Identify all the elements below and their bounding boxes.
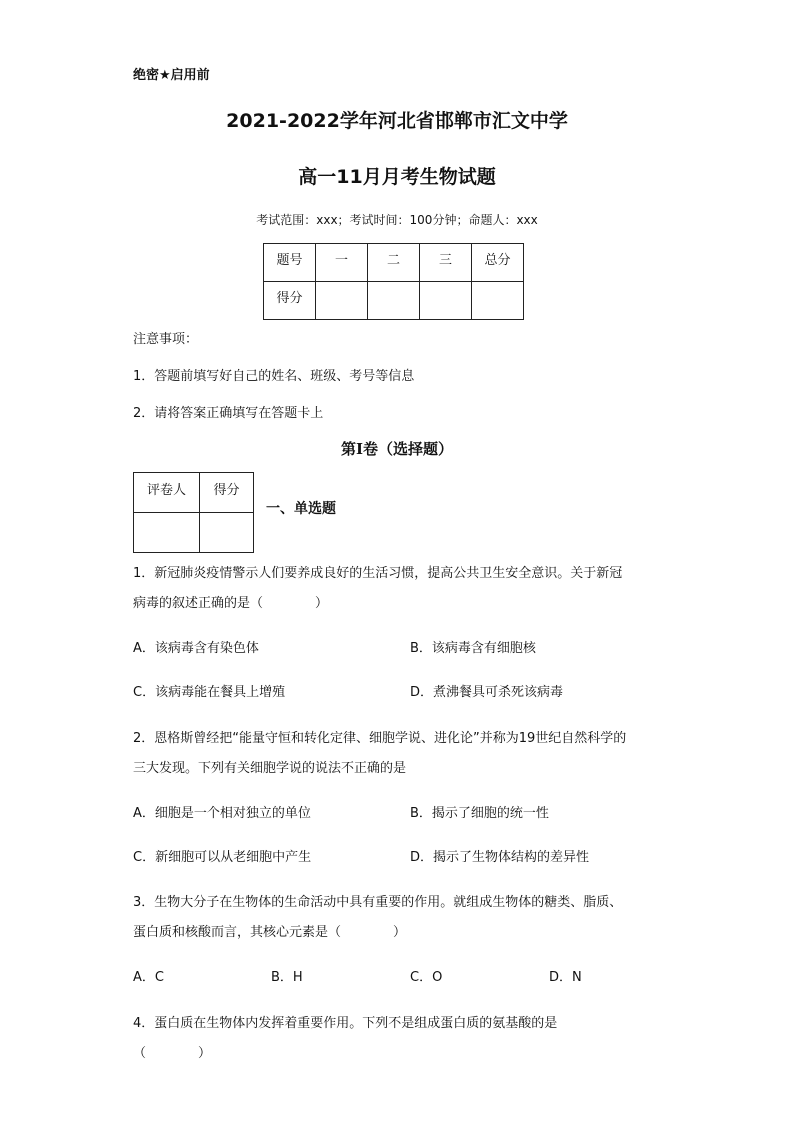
- score-cell[interactable]: [472, 282, 524, 320]
- question-text: （ ）: [133, 1046, 212, 1061]
- option-c[interactable]: C．新细胞可以从老细胞中产生: [133, 850, 312, 865]
- option-c[interactable]: C．O: [410, 970, 443, 985]
- option-c[interactable]: C．该病毒能在餐具上增殖: [133, 685, 286, 700]
- option-d[interactable]: D．煮沸餐具可杀死该病毒: [410, 685, 564, 700]
- score-header-cell: 一: [316, 244, 368, 282]
- question-text: 2．恩格斯曾经把“能量守恒和转化定律、细胞学说、进化论”并称为19世纪自然科学的: [133, 731, 627, 746]
- score-header-cell: 三: [420, 244, 472, 282]
- score-table: [263, 243, 524, 320]
- option-d[interactable]: D．揭示了生物体结构的差异性: [410, 850, 590, 865]
- score-row-label: 得分: [264, 282, 316, 320]
- option-a[interactable]: A．C: [133, 970, 164, 985]
- note-item: 2．请将答案正确填写在答题卡上: [133, 406, 324, 421]
- score-cell[interactable]: [316, 282, 368, 320]
- exam-info: 考试范围：xxx；考试时间：100分钟；命题人：xxx: [256, 213, 538, 227]
- score-header-cell: 总分: [472, 244, 524, 282]
- option-b[interactable]: B．揭示了细胞的统一性: [410, 806, 549, 821]
- option-a[interactable]: A．细胞是一个相对独立的单位: [133, 806, 311, 821]
- option-b[interactable]: B．该病毒含有细胞核: [410, 641, 536, 656]
- part-title: 一、单选题: [266, 501, 336, 517]
- score-cell[interactable]: [368, 282, 420, 320]
- question-text: 1．新冠肺炎疫情警示人们要养成良好的生活习惯，提高公共卫生安全意识。关于新冠: [133, 566, 623, 581]
- question-text: 4．蛋白质在生物体内发挥着重要作用。下列不是组成蛋白质的氨基酸的是: [133, 1016, 558, 1031]
- question-text: 病毒的叙述正确的是（ ）: [133, 596, 329, 611]
- grader-cell[interactable]: [200, 513, 254, 553]
- option-b[interactable]: B．H: [271, 970, 303, 985]
- grader-header-cell: 评卷人: [134, 473, 200, 513]
- section-title: 第I卷（选择题）: [340, 440, 454, 458]
- grader-cell[interactable]: [134, 513, 200, 553]
- notes-title: 注意事项：: [133, 332, 199, 347]
- exam-title-line2: 高一11月月考生物试题: [298, 166, 496, 188]
- grader-table: [133, 472, 254, 553]
- question-text: 蛋白质和核酸而言，其核心元素是（ ）: [133, 925, 407, 940]
- grader-header-cell: 得分: [200, 473, 254, 513]
- option-a[interactable]: A．该病毒含有染色体: [133, 641, 259, 656]
- question-text: 3．生物大分子在生物体的生命活动中具有重要的作用。就组成生物体的糖类、脂质、: [133, 895, 623, 910]
- confidential-label: 绝密★启用前: [133, 68, 210, 83]
- score-header-cell: 题号: [264, 244, 316, 282]
- score-header-cell: 二: [368, 244, 420, 282]
- question-text: 三大发现。下列有关细胞学说的说法不正确的是: [133, 761, 407, 776]
- option-d[interactable]: D．N: [549, 970, 582, 985]
- exam-title-line1: 2021-2022学年河北省邯郸市汇文中学: [226, 110, 568, 132]
- note-item: 1．答题前填写好自己的姓名、班级、考号等信息: [133, 369, 415, 384]
- score-cell[interactable]: [420, 282, 472, 320]
